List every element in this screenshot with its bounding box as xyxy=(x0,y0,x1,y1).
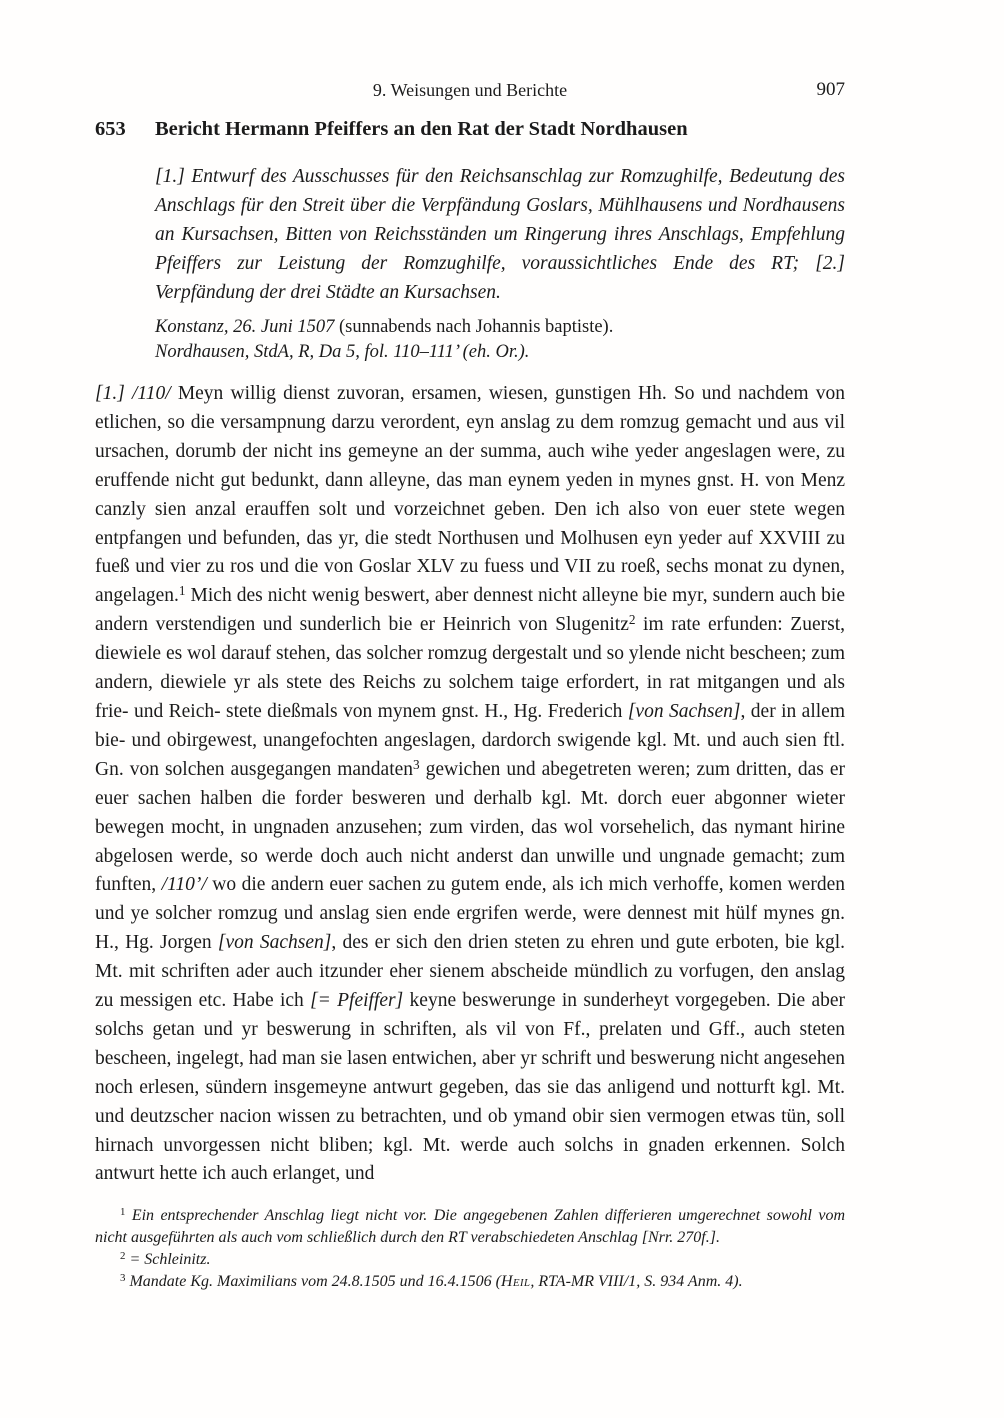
document-meta xyxy=(155,315,845,364)
page-header xyxy=(95,78,845,102)
document-abstract: [1.] Entwurf des Ausschusses für den Reichsanschlag zur Romzughilfe, Bedeutung des Anschlags für den Streit über die Verpfändung Goslars, Mühlhausens und Nordhausens an Kursachsen, Bitten von Reichsständen um Ringerung ihres Anschlags, Empfehlung Pfeiffers zur Leistung der Romzughilfe, voraussichtliches Ende des RT; [2.] Verpfändung der drei Städte an Kursachsen. xyxy=(155,166,845,303)
source-line: Nordhausen, StdA, R, Da 5, fol. 110–111’ (eh. Or.). xyxy=(155,341,530,362)
document-body-text: [1.] /110/ Meyn willig dienst zuvoran, ersamen, wiesen, gunstigen Hh. So und nachdem von etlichen, so die versampnung darzu verordent, eyn anslag zu dem romzug gemacht und aus vil ursachen, dorumb der nicht ins gemeyne an der summa, auch wihe yeder angeslagen were, zu eruffende nicht gut bedunkt, dann alleyne, das man eynem yeden in mynes gnst. H. von Menz canzly sien anzal erauffen solt und vorzeichnet geben. Den ich also von euer stete wegen entpfangen und befunden, das yr, die stedt Northusen und Molhusen eyn yeder auf XXVIII zu fueß und vier zu ros und die von Goslar XLV zu fuess und VII zu roeß, sechs monat zu dynen, angelagen.$^1$ Mich des nicht wenig beswert, aber dennest nicht alleyne bie myr, sundern auch bie andern verstendigen und sunderlich bie er Heinrich von Slugenitz$^2$ im rate erfunden: Zuerst, diewiele es wol darauf stehen, das solcher romzug dergestalt und so ylende nicht bescheen; zum andern, diewiele yr als stete des Reichs zu solchem taige erfordert, in rat mitgangen und als frie- und Reich- stete dießmals von mynem gnst. H., Hg. Frederich [von Sachsen], der in allem bie- und obirgewest, unangefochten angeslagen, dardorch swigende kgl. Mt. und auch sien ftl. Gn. von solchen ausgegangen mandaten$^3$ gewichen und abegetreten weren; zum dritten, das er euer sachen halben die forder besweren und derhalb kgl. Mt. dorch euer abgonner wieter bewegen mocht, in ungnaden anzusehen; zum virden, das wol vorsehelich, das nymant hirine abgelosen werde, so werde doch auch nicht anderst dan unwille und ungnade gemacht; zum funften, /110’/ wo die andern euer sachen zu gutem ende, als ich mich verhoffe, komen werden und ye solcher romzug und anslag sien ende ergrifen werde, were dennest mit hülf mynes gn. H., Hg. Jorgen [von Sachsen], des er sich den drien steten zu ehren und gute erboten, bie kgl. Mt. mit schriften ader auch itzunder eher sienem abscheide mündlich zu vorfugen, den anslag zu messigen etc. Habe ich [= Pfeiffer] keyne beswerunge in sunderheyt vorgegeben. Die aber solchs getan und yr beswerung in schriften, als vil von Ff., prelaten und Gff., auch steten bescheen, ingelegt, had man sie lasen entwichen, aber yr schrift und beswerung nicht angesehen noch erlesen, sündern insgemeyne antwurt gegeben, das sie das anligend und notturft kgl. Mt. und deutzscher nacion wissen zu betrachten, und ob ymand obir sien vermogen etwas tün, soll hirnach unvorgessen nicht bliben; kgl. Mt. werde auch solchs in gnaden erkennen. Solch antwurt hette ich auch erlanget, und xyxy=(95,383,846,1185)
dateline: Konstanz, 26. Juni 1507 (sunnabends nach Johannis baptiste). xyxy=(155,317,614,337)
page-number: 907 xyxy=(816,79,845,100)
running-title: 9. Weisungen und Berichte xyxy=(372,80,568,100)
footnotes-section xyxy=(95,1205,845,1293)
footnote-2: $^2$ = Schleinitz. xyxy=(120,1250,211,1269)
footnote-1: $^1$ Ein entsprechender Anschlag liegt nicht vor. Die angegebenen Zahlen differieren umgerechnet sowohl vom nicht ausgeführten als auch vom schließlich durch den RT verabschiedeten Anschlag [Nrr. 270f.]. xyxy=(95,1206,845,1247)
document-number: 653 xyxy=(95,118,126,140)
document-title: Bericht Hermann Pfeiffers an den Rat der Stadt Nordhausen xyxy=(155,118,688,140)
document-heading xyxy=(95,116,845,142)
footnote-3: $^3$ Mandate Kg. Maximilians vom 24.8.1505 und 16.4.1506 (Heil, RTA-MR VIII/1, S. 934 Anm. 4). xyxy=(120,1272,743,1291)
